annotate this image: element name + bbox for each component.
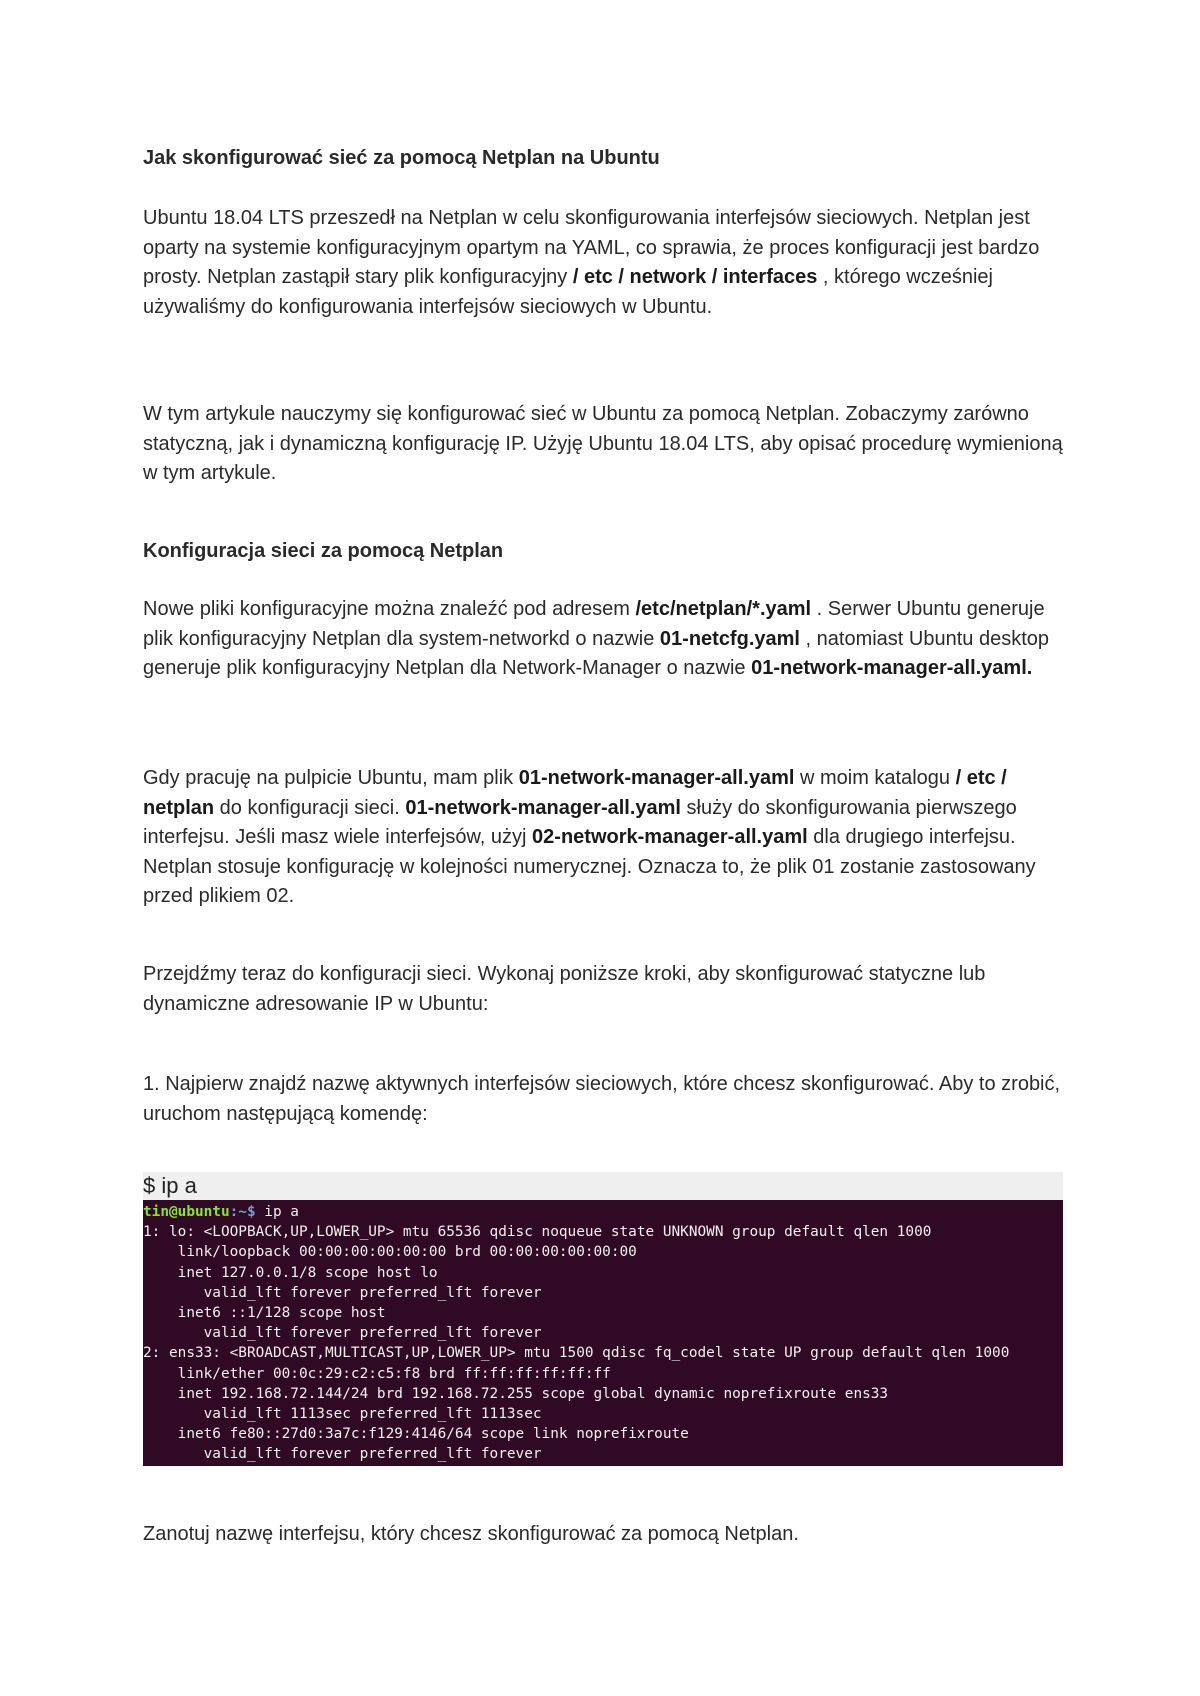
terminal-prompt: tin@ubuntu:~$ ip a bbox=[143, 1204, 299, 1220]
path-etc-netplan: / etc / netplan bbox=[143, 767, 1007, 819]
terminal-line: inet 127.0.0.1/8 scope host lo bbox=[143, 1264, 438, 1281]
step-1-paragraph: 1. Najpierw znajdź nazwę aktywnych interfejsów sieciowych, które chcesz skonfigurować. Aby to zrobić, uruchom następującą komendę: bbox=[143, 1073, 1061, 1125]
path-etc-network-interfaces: / etc / network / interfaces bbox=[572, 266, 818, 288]
terminal-screenshot bbox=[143, 1200, 1063, 1466]
file-01-network-manager: 01-network-manager-all.yaml bbox=[405, 796, 681, 819]
terminal-line: 1: lo: <LOOPBACK,UP,LOWER_UP> mtu 65536 qdisc noqueue state UNKNOWN group default qlen 1000 bbox=[143, 1224, 932, 1241]
command-line: $ ip a bbox=[143, 1172, 1063, 1200]
terminal-line: link/loopback 00:00:00:00:00:00 brd 00:00:00:00:00:00 bbox=[143, 1244, 637, 1261]
terminal-line: valid_lft 1113sec preferred_lft 1113sec bbox=[143, 1406, 542, 1423]
intro-paragraph: Ubuntu 18.04 LTS przeszedł na Netplan w celu skonfigurowania interfejsów sieciowych. Netplan jest oparty na systemie konfiguracyjnym opartym na YAML, co sprawia, że proces konfiguracji jest bardzo prosty. Netplan zastąpił stary plik konfiguracyjny / etc / network / interfaces , którego wcześniej używaliśmy do konfigurowania interfejsów sieciowych w Ubuntu. bbox=[143, 207, 1040, 318]
terminal-line: 2: ens33: <BROADCAST,MULTICAST,UP,LOWER_UP> mtu 1500 qdisc fq_codel state UP group default qlen 1000 bbox=[143, 1345, 1010, 1362]
desktop-paragraph: Gdy pracuję na pulpicie Ubuntu, mam plik 01-network-manager-all.yaml w moim katalogu / etc / netplan do konfiguracji sieci. 01-network-manager-all.yaml służy do skonfigurowania pierwszego interfejsu. Jeśli masz wiele interfejsów, użyj 02-network-manager-all.yaml dla drugiego interfejsu. Netplan stosuje konfigurację w kolejności numerycznej. Oznacza to, że plik 01 zostanie zastosowany przed plikiem 02. bbox=[143, 767, 1036, 907]
terminal-line: valid_lft forever preferred_lft forever bbox=[143, 1284, 542, 1301]
terminal-line: link/ether 00:0c:29:c2:c5:f8 brd ff:ff:ff:ff:ff:ff bbox=[143, 1365, 611, 1382]
terminal-line: valid_lft forever preferred_lft forever bbox=[143, 1325, 542, 1342]
config-files-paragraph: Nowe pliki konfiguracyjne można znaleźć pod adresem /etc/netplan/*.yaml . Serwer Ubuntu generuje plik konfiguracyjny Netplan dla system-networkd o nazwie 01-netcfg.yaml , natomiast Ubuntu desktop generuje plik konfiguracyjny Netplan dla Network-Manager o nazwie 01-network-manager-all.yaml. bbox=[143, 598, 1050, 679]
section-heading: Konfiguracja sieci za pomocą Netplan bbox=[143, 540, 504, 562]
steps-intro-paragraph: Przejdźmy teraz do konfiguracji sieci. Wykonaj poniższe kroki, aby skonfigurować statyczne lub dynamiczne adresowanie IP w Ubuntu: bbox=[143, 963, 986, 1015]
closing-paragraph: Zanotuj nazwę interfejsu, który chcesz skonfigurować za pomocą Netplan. bbox=[143, 1523, 799, 1545]
path-netplan-yaml: /etc/netplan/*.yaml bbox=[635, 598, 812, 620]
terminal-line: inet 192.168.72.144/24 brd 192.168.72.255 scope global dynamic noprefixroute ens33 bbox=[143, 1385, 889, 1402]
page-title: Jak skonfigurować sieć za pomocą Netplan na Ubuntu bbox=[143, 147, 660, 169]
file-02-network-manager: 02-network-manager-all.yaml bbox=[532, 826, 808, 848]
article-paragraph: W tym artykule nauczymy się konfigurować sieć w Ubuntu za pomocą Netplan. Zobaczymy zarówno statyczną, jak i dynamiczną konfigurację IP. Użyję Ubuntu 18.04 LTS, aby opisać procedurę wymienioną w tym artykule. bbox=[143, 403, 1063, 484]
file-01-network-manager: 01-network-manager-all.yaml bbox=[518, 767, 795, 789]
terminal-line: valid_lft forever preferred_lft forever bbox=[143, 1446, 542, 1463]
file-01-network-manager: 01-network-manager-all.yaml. bbox=[751, 657, 1033, 679]
file-01-netcfg: 01-netcfg.yaml bbox=[659, 627, 800, 650]
terminal-line: inet6 ::1/128 scope host bbox=[143, 1305, 386, 1322]
terminal-line: inet6 fe80::27d0:3a7c:f129:4146/64 scope link noprefixroute bbox=[143, 1426, 689, 1443]
